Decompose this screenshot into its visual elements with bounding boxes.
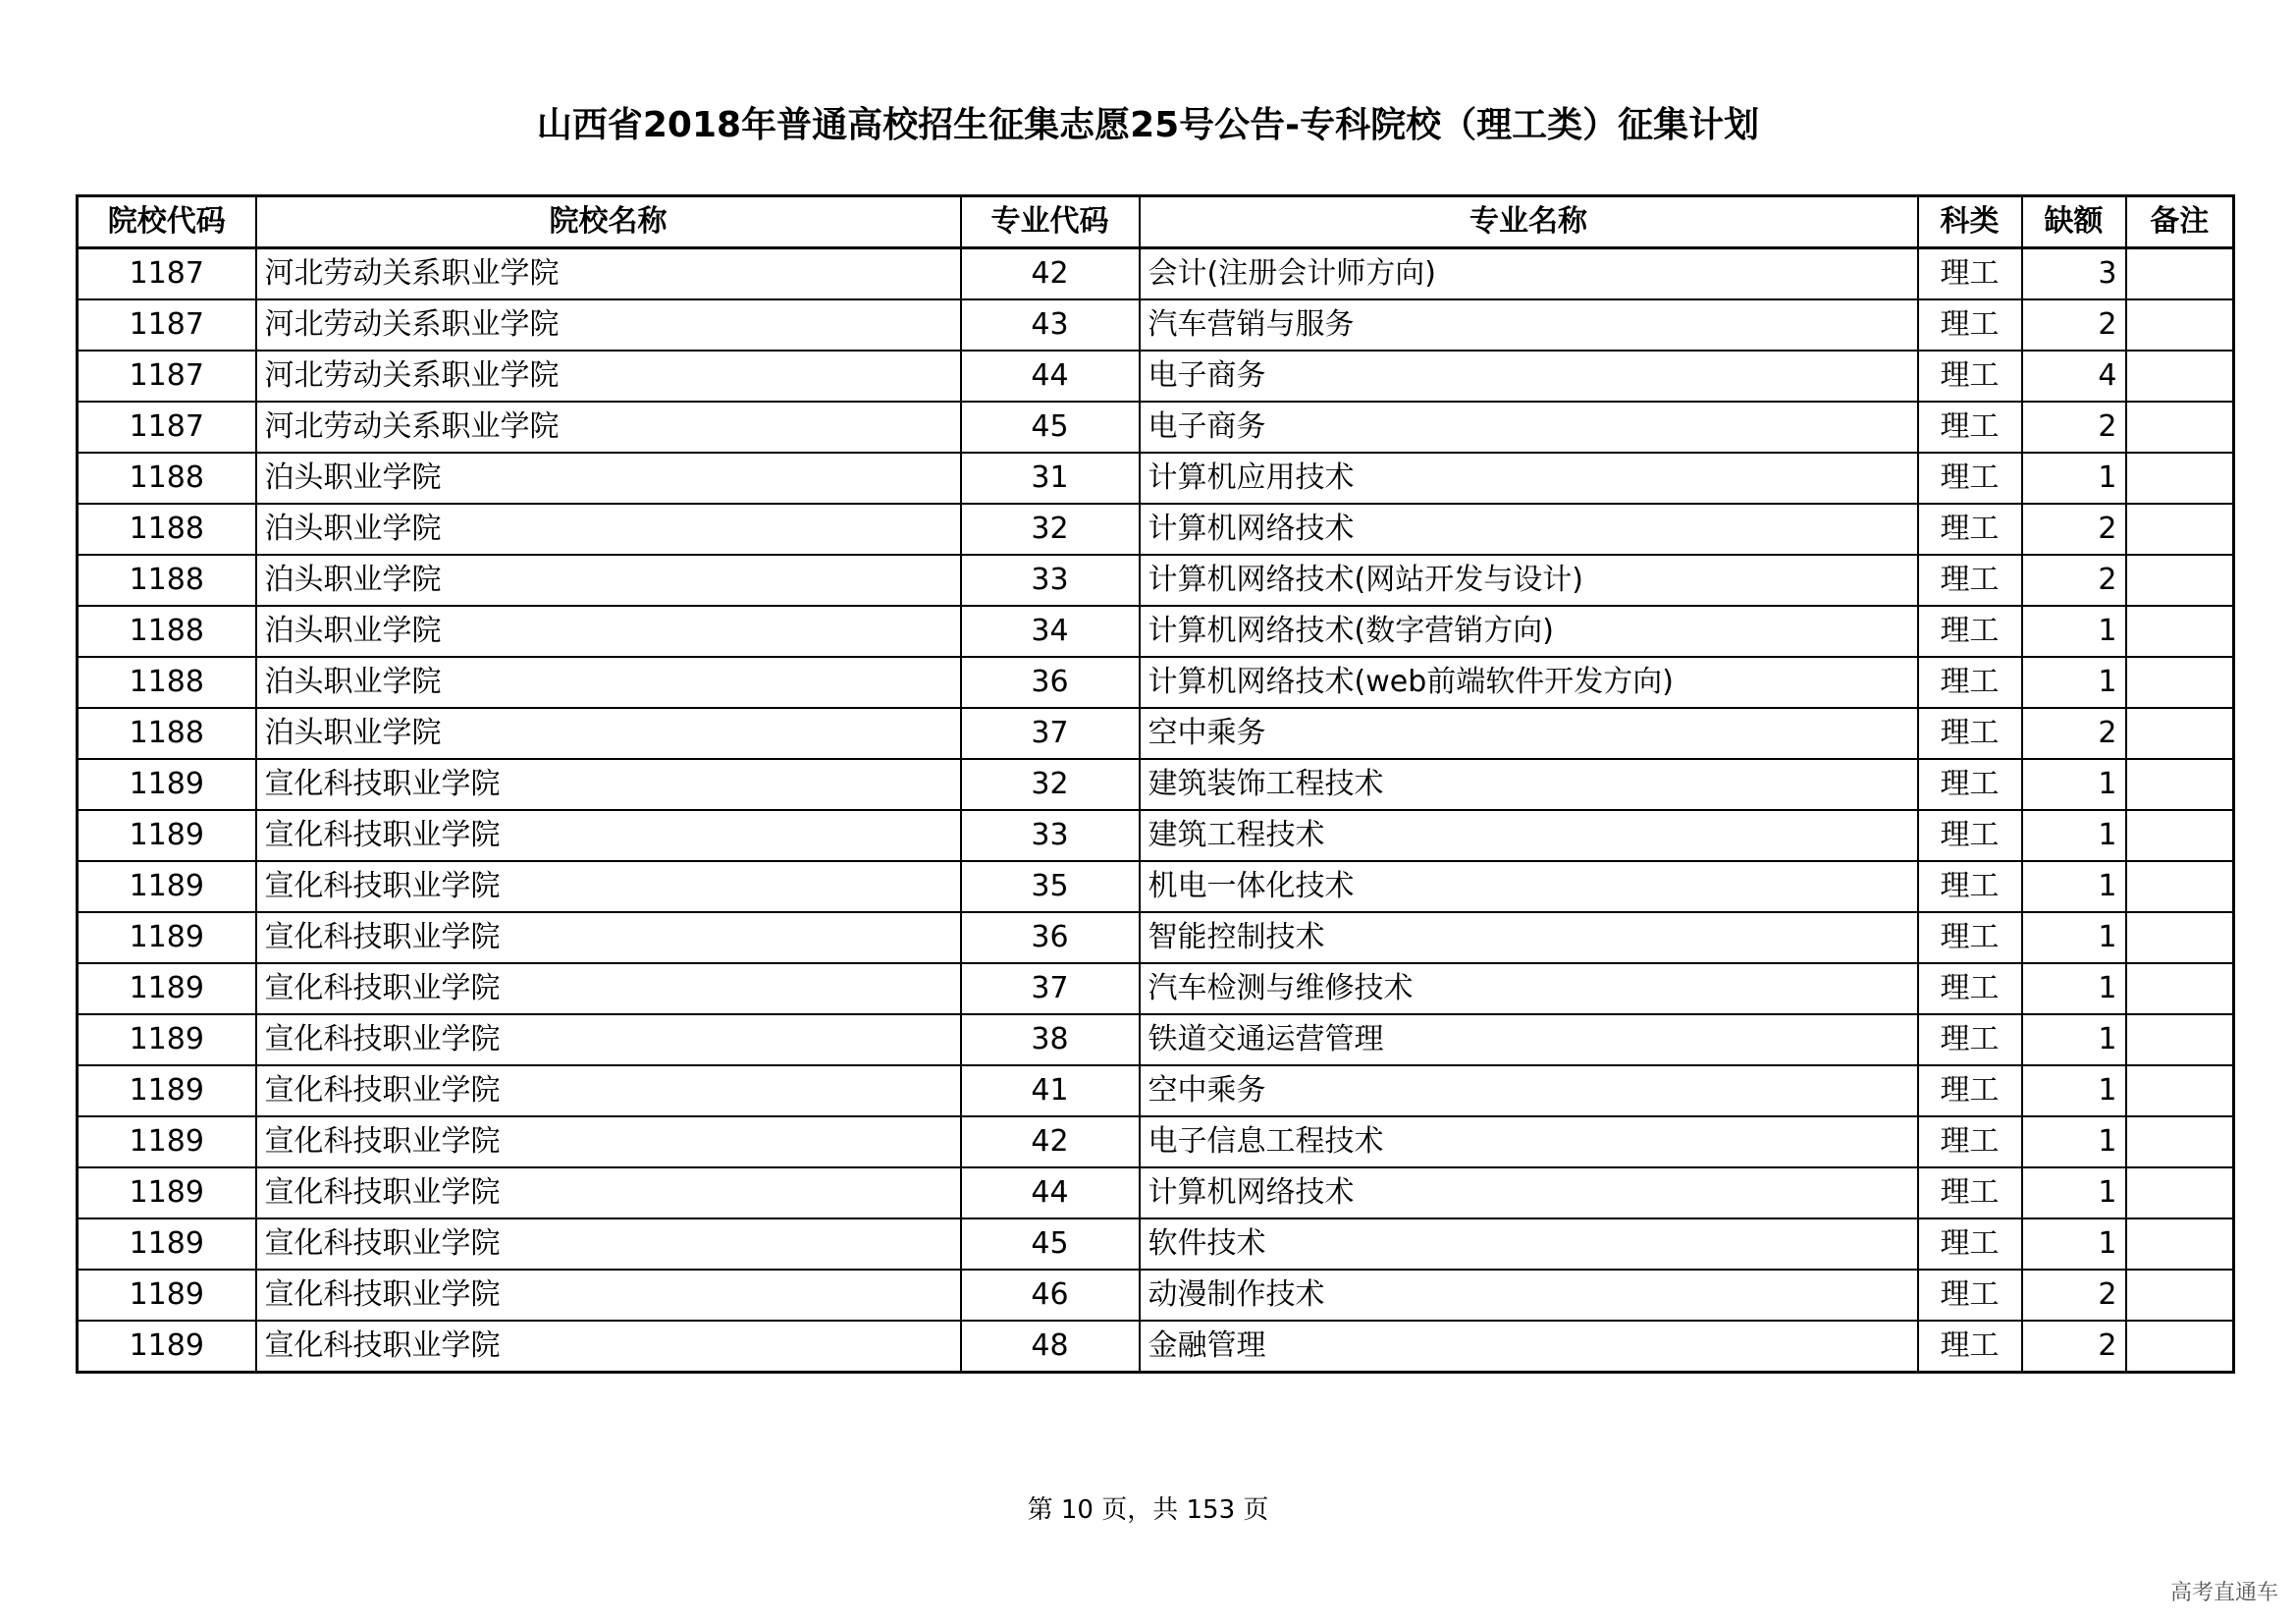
cell-vacancies: 2	[2022, 1270, 2126, 1321]
cell-major-code: 45	[961, 1218, 1140, 1270]
cell-major-code: 44	[961, 351, 1140, 402]
cell-vacancies: 1	[2022, 1065, 2126, 1116]
cell-category: 理工	[1918, 810, 2022, 861]
table-row	[78, 606, 2234, 657]
watermark: 高考直通车	[2169, 1581, 2278, 1605]
table-row	[78, 402, 2234, 453]
cell-school-name: 泊头职业学院	[256, 606, 961, 657]
cell-school-code: 1189	[78, 1116, 256, 1167]
cell-category: 理工	[1918, 1167, 2022, 1218]
cell-major-name: 建筑装饰工程技术	[1140, 759, 1918, 810]
cell-note	[2126, 606, 2234, 657]
cell-major-code: 37	[961, 963, 1140, 1014]
cell-note	[2126, 1116, 2234, 1167]
cell-major-code: 33	[961, 810, 1140, 861]
cell-school-name: 宣化科技职业学院	[256, 1065, 961, 1116]
cell-vacancies: 1	[2022, 963, 2126, 1014]
cell-vacancies: 1	[2022, 759, 2126, 810]
cell-school-code: 1189	[78, 861, 256, 912]
cell-vacancies: 2	[2022, 1321, 2126, 1373]
cell-major-code: 45	[961, 402, 1140, 453]
cell-major-name: 计算机网络技术	[1140, 1167, 1918, 1218]
table-row	[78, 248, 2234, 300]
cell-major-name: 空中乘务	[1140, 1065, 1918, 1116]
cell-major-code: 46	[961, 1270, 1140, 1321]
cell-major-code: 42	[961, 1116, 1140, 1167]
cell-category: 理工	[1918, 759, 2022, 810]
cell-major-name: 软件技术	[1140, 1218, 1918, 1270]
cell-school-code: 1189	[78, 1321, 256, 1373]
cell-note	[2126, 1270, 2234, 1321]
column-header-vacancies: 缺额	[2022, 196, 2126, 248]
cell-category: 理工	[1918, 1321, 2022, 1373]
table-row	[78, 1321, 2234, 1373]
table-row	[78, 351, 2234, 402]
cell-major-name: 计算机应用技术	[1140, 453, 1918, 504]
cell-category: 理工	[1918, 657, 2022, 708]
cell-vacancies: 1	[2022, 453, 2126, 504]
cell-school-code: 1189	[78, 759, 256, 810]
table-row	[78, 810, 2234, 861]
cell-school-name: 宣化科技职业学院	[256, 912, 961, 963]
page-footer: 第 10 页，共 153 页	[1027, 1495, 1269, 1525]
cell-vacancies: 2	[2022, 402, 2126, 453]
cell-school-name: 泊头职业学院	[256, 657, 961, 708]
cell-major-name: 机电一体化技术	[1140, 861, 1918, 912]
cell-major-code: 48	[961, 1321, 1140, 1373]
cell-note	[2126, 1321, 2234, 1373]
cell-major-name: 计算机网络技术(数字营销方向)	[1140, 606, 1918, 657]
table-row	[78, 759, 2234, 810]
cell-note	[2126, 759, 2234, 810]
cell-school-code: 1188	[78, 504, 256, 555]
cell-vacancies: 2	[2022, 555, 2126, 606]
cell-category: 理工	[1918, 402, 2022, 453]
table-row	[78, 861, 2234, 912]
cell-vacancies: 1	[2022, 1116, 2126, 1167]
column-header-category: 科类	[1918, 196, 2022, 248]
cell-note	[2126, 299, 2234, 351]
cell-category: 理工	[1918, 912, 2022, 963]
admission-plan-table	[76, 194, 2235, 1374]
column-header-school-name: 院校名称	[256, 196, 961, 248]
cell-major-code: 35	[961, 861, 1140, 912]
cell-school-name: 泊头职业学院	[256, 708, 961, 759]
column-header-note: 备注	[2126, 196, 2234, 248]
cell-major-name: 电子商务	[1140, 402, 1918, 453]
cell-major-code: 36	[961, 912, 1140, 963]
cell-school-name: 泊头职业学院	[256, 453, 961, 504]
cell-vacancies: 1	[2022, 606, 2126, 657]
cell-note	[2126, 810, 2234, 861]
cell-major-name: 汽车检测与维修技术	[1140, 963, 1918, 1014]
cell-school-code: 1188	[78, 453, 256, 504]
cell-note	[2126, 657, 2234, 708]
cell-school-name: 泊头职业学院	[256, 504, 961, 555]
cell-school-name: 河北劳动关系职业学院	[256, 402, 961, 453]
cell-note	[2126, 1167, 2234, 1218]
cell-school-code: 1189	[78, 1167, 256, 1218]
table-body	[78, 248, 2234, 1373]
table-row	[78, 1270, 2234, 1321]
cell-school-code: 1188	[78, 555, 256, 606]
table-row	[78, 1014, 2234, 1065]
cell-school-code: 1189	[78, 1270, 256, 1321]
cell-major-code: 34	[961, 606, 1140, 657]
cell-school-name: 河北劳动关系职业学院	[256, 351, 961, 402]
cell-major-name: 汽车营销与服务	[1140, 299, 1918, 351]
cell-category: 理工	[1918, 606, 2022, 657]
table-row	[78, 1167, 2234, 1218]
cell-school-code: 1189	[78, 1218, 256, 1270]
cell-note	[2126, 963, 2234, 1014]
cell-major-name: 建筑工程技术	[1140, 810, 1918, 861]
cell-school-code: 1187	[78, 299, 256, 351]
table-row	[78, 1218, 2234, 1270]
cell-school-code: 1189	[78, 912, 256, 963]
cell-school-name: 宣化科技职业学院	[256, 1167, 961, 1218]
cell-category: 理工	[1918, 1218, 2022, 1270]
table-row	[78, 555, 2234, 606]
cell-school-name: 河北劳动关系职业学院	[256, 248, 961, 300]
cell-category: 理工	[1918, 1065, 2022, 1116]
cell-note	[2126, 1065, 2234, 1116]
cell-school-code: 1189	[78, 1065, 256, 1116]
cell-major-name: 电子商务	[1140, 351, 1918, 402]
cell-category: 理工	[1918, 453, 2022, 504]
cell-major-code: 41	[961, 1065, 1140, 1116]
cell-major-code: 44	[961, 1167, 1140, 1218]
cell-major-name: 电子信息工程技术	[1140, 1116, 1918, 1167]
cell-vacancies: 1	[2022, 912, 2126, 963]
cell-vacancies: 1	[2022, 1014, 2126, 1065]
cell-category: 理工	[1918, 299, 2022, 351]
table-row	[78, 1116, 2234, 1167]
cell-school-code: 1187	[78, 248, 256, 300]
cell-category: 理工	[1918, 1270, 2022, 1321]
cell-school-name: 宣化科技职业学院	[256, 963, 961, 1014]
cell-major-code: 32	[961, 759, 1140, 810]
cell-note	[2126, 1014, 2234, 1065]
cell-major-code: 36	[961, 657, 1140, 708]
cell-note	[2126, 861, 2234, 912]
cell-school-code: 1188	[78, 606, 256, 657]
cell-school-name: 宣化科技职业学院	[256, 810, 961, 861]
cell-vacancies: 1	[2022, 1167, 2126, 1218]
cell-note	[2126, 708, 2234, 759]
page-title: 山西省2018年普通高校招生征集志愿25号公告-专科院校（理工类）征集计划	[536, 105, 1760, 145]
cell-vacancies: 3	[2022, 248, 2126, 300]
cell-school-code: 1187	[78, 402, 256, 453]
cell-school-name: 宣化科技职业学院	[256, 1014, 961, 1065]
cell-major-code: 43	[961, 299, 1140, 351]
cell-vacancies: 2	[2022, 708, 2126, 759]
table-row	[78, 912, 2234, 963]
cell-school-name: 宣化科技职业学院	[256, 759, 961, 810]
cell-major-code: 33	[961, 555, 1140, 606]
cell-school-name: 宣化科技职业学院	[256, 1270, 961, 1321]
cell-major-code: 38	[961, 1014, 1140, 1065]
cell-major-name: 计算机网络技术	[1140, 504, 1918, 555]
cell-school-code: 1187	[78, 351, 256, 402]
table-row	[78, 657, 2234, 708]
column-header-major-name: 专业名称	[1140, 196, 1918, 248]
column-header-major-code: 专业代码	[961, 196, 1140, 248]
cell-school-code: 1189	[78, 963, 256, 1014]
cell-school-code: 1189	[78, 810, 256, 861]
cell-note	[2126, 912, 2234, 963]
cell-major-name: 金融管理	[1140, 1321, 1918, 1373]
cell-vacancies: 4	[2022, 351, 2126, 402]
cell-major-name: 计算机网络技术(web前端软件开发方向)	[1140, 657, 1918, 708]
cell-school-name: 宣化科技职业学院	[256, 1116, 961, 1167]
cell-category: 理工	[1918, 555, 2022, 606]
cell-school-name: 宣化科技职业学院	[256, 861, 961, 912]
cell-category: 理工	[1918, 963, 2022, 1014]
cell-vacancies: 1	[2022, 1218, 2126, 1270]
cell-school-name: 河北劳动关系职业学院	[256, 299, 961, 351]
cell-major-code: 32	[961, 504, 1140, 555]
cell-category: 理工	[1918, 1014, 2022, 1065]
table-header-row	[78, 196, 2234, 248]
table-row	[78, 504, 2234, 555]
table-row	[78, 708, 2234, 759]
cell-vacancies: 1	[2022, 810, 2126, 861]
cell-major-code: 37	[961, 708, 1140, 759]
cell-vacancies: 1	[2022, 861, 2126, 912]
cell-vacancies: 1	[2022, 657, 2126, 708]
table-row	[78, 299, 2234, 351]
cell-major-name: 智能控制技术	[1140, 912, 1918, 963]
cell-note	[2126, 453, 2234, 504]
cell-vacancies: 2	[2022, 504, 2126, 555]
cell-major-name: 计算机网络技术(网站开发与设计)	[1140, 555, 1918, 606]
table-row	[78, 1065, 2234, 1116]
cell-note	[2126, 402, 2234, 453]
cell-major-name: 铁道交通运营管理	[1140, 1014, 1918, 1065]
cell-vacancies: 2	[2022, 299, 2126, 351]
cell-school-code: 1188	[78, 657, 256, 708]
cell-major-name: 空中乘务	[1140, 708, 1918, 759]
cell-note	[2126, 555, 2234, 606]
cell-school-name: 宣化科技职业学院	[256, 1321, 961, 1373]
cell-school-name: 宣化科技职业学院	[256, 1218, 961, 1270]
cell-category: 理工	[1918, 1116, 2022, 1167]
cell-major-name: 动漫制作技术	[1140, 1270, 1918, 1321]
cell-school-code: 1189	[78, 1014, 256, 1065]
cell-note	[2126, 351, 2234, 402]
cell-major-code: 31	[961, 453, 1140, 504]
cell-note	[2126, 504, 2234, 555]
cell-category: 理工	[1918, 708, 2022, 759]
cell-category: 理工	[1918, 861, 2022, 912]
table-row	[78, 453, 2234, 504]
table-row	[78, 963, 2234, 1014]
cell-major-name: 会计(注册会计师方向)	[1140, 248, 1918, 300]
cell-note	[2126, 1218, 2234, 1270]
cell-major-code: 42	[961, 248, 1140, 300]
cell-school-name: 泊头职业学院	[256, 555, 961, 606]
cell-category: 理工	[1918, 248, 2022, 300]
column-header-school-code: 院校代码	[78, 196, 256, 248]
cell-note	[2126, 248, 2234, 300]
cell-category: 理工	[1918, 504, 2022, 555]
cell-school-code: 1188	[78, 708, 256, 759]
cell-category: 理工	[1918, 351, 2022, 402]
